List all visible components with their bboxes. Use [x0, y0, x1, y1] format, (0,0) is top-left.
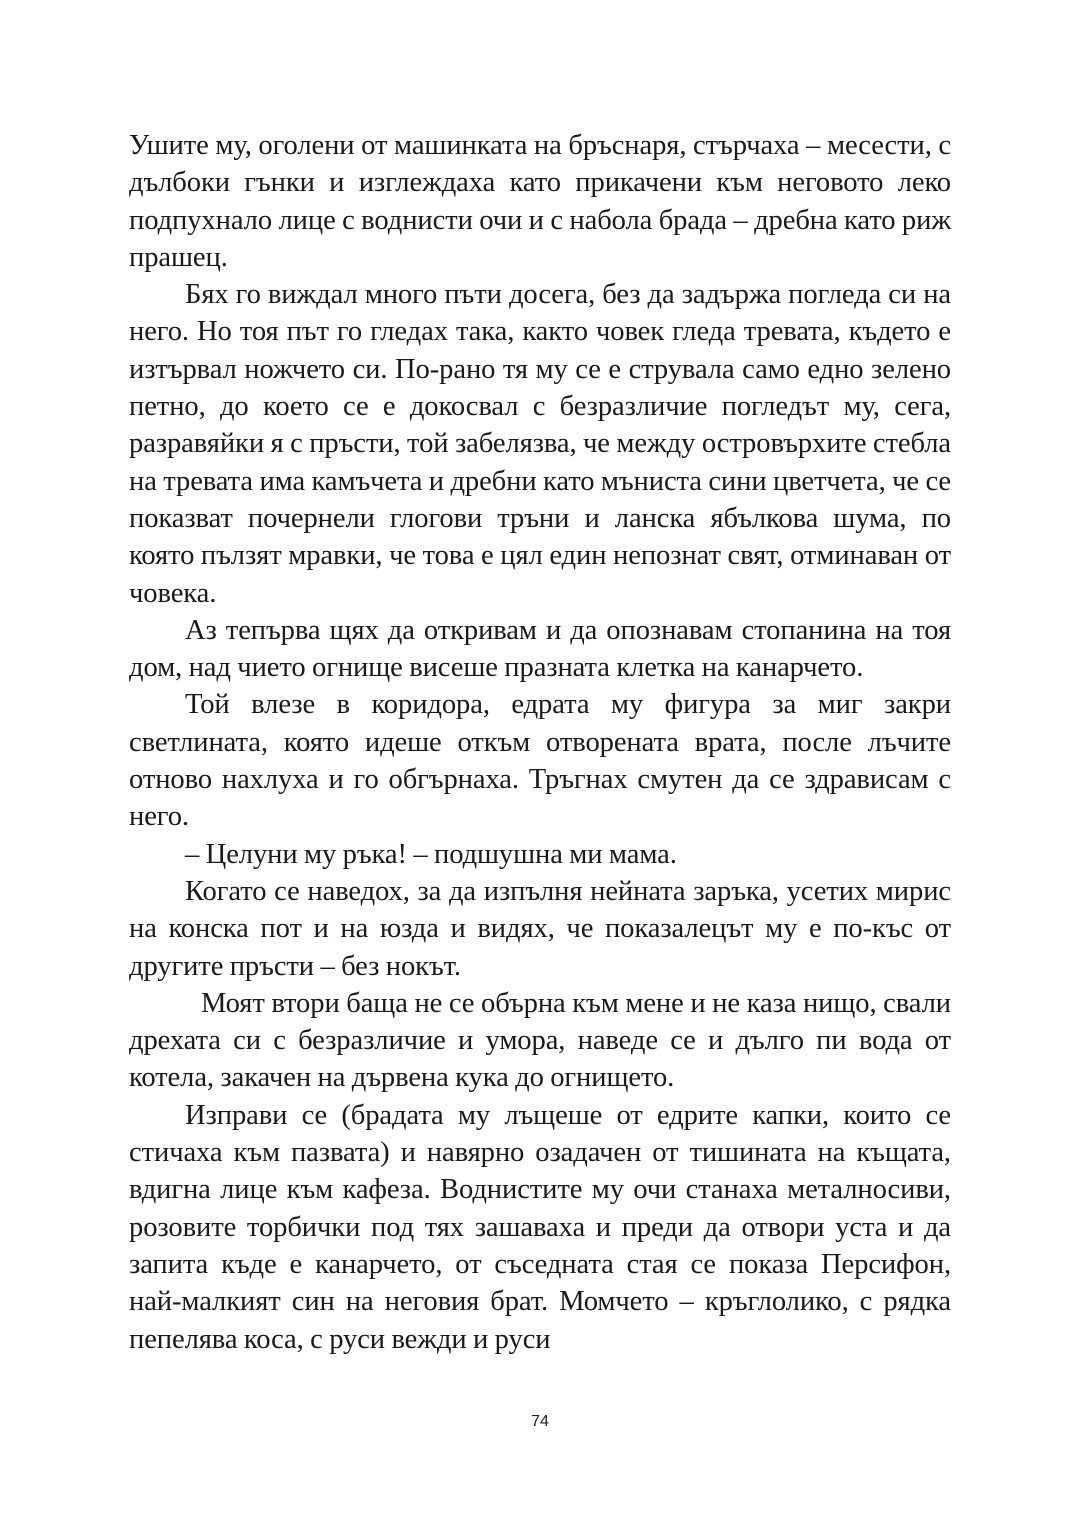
paragraph-3: Аз тепърва щях да откривам и да опознавам стопанина на тоя дом, над чието огнище висеше празната клетка на канарчето. [129, 614, 951, 684]
paragraph-5-dialogue: – Целуни му ръка! – подшушна ми мама. [185, 838, 677, 870]
paragraph-7: Моят втори баща не се обърна към мене и не каза нищо, свали дрехата си с безразличие и умора, наведе се и дълго пи вода от котела, закачен на дървена кука до огнището. [129, 987, 951, 1094]
paragraph-2: Бях го виждал много пъти досега, без да задържа погледа си на него. Но тоя път го гледах така, както човек гледа тревата, където е изтървал ножчето си. По-рано тя му се е струвала само едно зелено петно, до което се е докосвал с безразличие погледът му, сега, разравяйки я с пръсти, той забелязва, че между островърхите стебла на тревата има камъчета и дребни като мъниста сини цветчета, че се показват почернели глогови тръни и ланска ябълкова шума, по която пълзят мравки, че това е цял един непознат свят, отминаван от човека. [129, 279, 951, 609]
paragraph-8: Изправи се (брадата му лъщеше от едрите капки, които се стичаха към пазвата) и навярно озадачен от тишината на къщата, вдигна лице към кафеза. Воднистите му очи станаха металносиви, розовите торбички под тях зашаваха и преди да отвори уста и да запита къде е канарчето, от съседната стая се показа Персифон, най-малкият син на неговия брат. Момчето – кръглолико, с рядка пепелява коса, с руси вежди и руси [129, 1099, 951, 1355]
paragraph-1: Ушите му, оголени от машинката на бръснаря, стърчаха – месести, с дълбоки гънки и изглеждаха като прикачени към неговото леко подпухнало лице с воднисти очи и с набола брада – дребна като риж прашец. [129, 130, 951, 273]
paragraph-6: Когато се наведох, за да изпълня нейната заръка, усетих мирис на конска пот и на юзда и видях, че показалецът му е по-къс от другите пръсти – без нокът. [129, 875, 951, 982]
page-number: 74 [531, 1413, 549, 1430]
paragraph-4: Той влезе в коридора, едрата му фигура за миг закри светлината, която идеше откъм отворената врата, после лъчите отново нахлуха и го обгърнаха. Тръгнах смутен да се здрависам с него. [129, 689, 951, 833]
page-text [129, 127, 951, 1358]
